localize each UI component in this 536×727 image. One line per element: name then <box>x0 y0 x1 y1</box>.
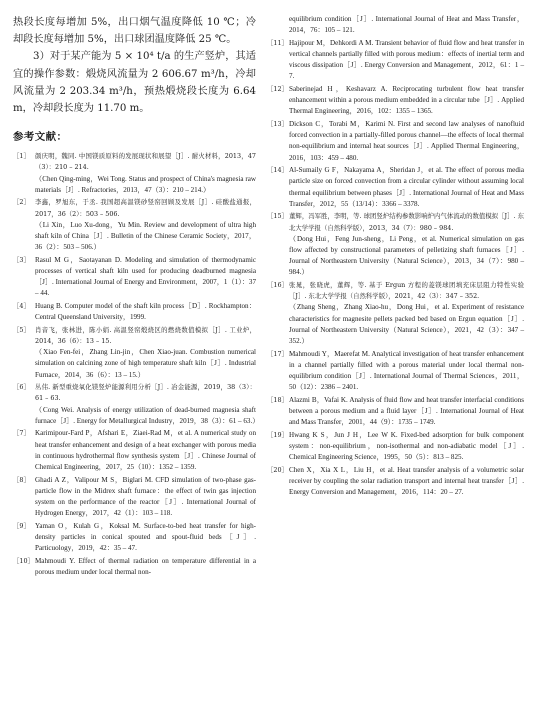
reference-text <box>35 382 260 427</box>
reference-item <box>267 465 524 499</box>
reference-line-english: （Chen Qing-ming，Wei Tong. Status and prospect of China's magnesia raw materials［J］. Refractories，2013，47（3）：210 – 214.） <box>35 174 256 194</box>
reference-number: ［2］ <box>13 198 30 207</box>
intro-paragraph: 热段长度每增加 5%，出口烟气温度降低 10 ℃；冷却段长度每增加 5%，出口球团温度降低 25 ℃。 <box>13 17 256 46</box>
reference-line-english: Al-Sumaily G F，Nakayama A，Sheridan J，et al. The effect of porous media particle size on forced convection from a circular cylinder without assuming local thermal equilibrium between phases［J］. International Journal of Heat and Mass Transfer，2012，55（13/14）：3366 – 3378. <box>289 166 524 208</box>
reference-line-english: Hajipour M，Dehkordi A M. Transient behavior of fluid flow and heat transfer in vertical channels partially filled with porous medium：effects of inertial term and viscous dissipation［J］. Energy Conversion and Management，2012，61：1 – 7. <box>289 38 524 81</box>
reference-text <box>35 197 256 253</box>
reference-item <box>267 395 524 429</box>
reference-item-continued <box>267 14 524 36</box>
reference-line-chinese: 颜庆明，魏同. 中国镁质原料的发展现状和展望［J］. 耐火材料，2013，47（3）：210 – 214. <box>35 152 256 172</box>
reference-item <box>267 430 524 464</box>
reference-text <box>289 465 524 499</box>
reference-number: ［11］ <box>267 38 288 47</box>
reference-number: ［9］ <box>13 521 30 530</box>
reference-item <box>13 255 256 300</box>
reference-number <box>267 14 289 36</box>
reference-number: ［16］ <box>267 281 288 290</box>
reference-text <box>289 430 524 464</box>
reference-text <box>289 84 524 118</box>
reference-text <box>35 475 256 520</box>
reference-item <box>267 211 524 278</box>
reference-line-english: Chen X，Xia X L，Liu H，et al. Heat transfer analysis of a volumetric solar receiver by coupling the solar radiation transport and internal heat transfer［J］. Energy Conversion and Management，2016，114：20 – 27. <box>289 465 524 497</box>
reference-line-english: （Li Xin，Luo Xu-dong，Yu Min. Review and development of ultra high shaft kiln of China［J］. Bulletin of the Chinese Ceramic Society，2017，36（2）：503 – 506.） <box>35 220 256 252</box>
reference-item <box>13 521 256 555</box>
reference-line-chinese: 张晁，张晓虎，董辉，等. 基于 Ergun 方程的菱镁球团填充床层阻力特性实验［J］. 东北大学学报（自然科学版），2021，42（3）：347 – 352. <box>289 281 524 301</box>
reference-line-english: Saberinejad H，Keshavarz A. Reciprocating turbulent flow heat transfer enhancement within a porous medium embedded in a circular tube［J］. Applied Thermal Engineering，2016，102：1355 – 1365. <box>289 85 524 116</box>
reference-text <box>289 14 524 36</box>
reference-text <box>289 38 524 83</box>
reference-line-english: Mahmoudi Y，Maerefat M. Analytical investigation of heat transfer enhancement in a channel partially filled with a porous material under local thermal non-equilibrium condition［J］. International Journal of Thermal Sciences，2011，50（12）：2386 – 2401. <box>289 349 524 392</box>
right-column <box>267 14 524 500</box>
reference-line-english: Rasul M G，Saotayanan D. Modeling and simulation of thermodynamic processes of vertical shaft kiln used for producing deadburned magnesia［J］. International Journal of Energy and Environment，2007，1（1）：37 – 44. <box>35 255 256 298</box>
reference-line-chinese: 丛伟. 新型重烧氧化镁竖炉能源利用分析［J］. 冶金能源，2019，38（3）：61 – 63. <box>35 383 256 403</box>
reference-line-english: equilibrium condition［J］. International Journal of Heat and Mass Transfer，2014，76：105 – 121. <box>289 15 524 35</box>
reference-text <box>35 301 256 323</box>
reference-number: ［19］ <box>267 430 288 439</box>
reference-line-chinese: 肖音飞，张林进，陈小娟. 高温竖窑煅烧区的燃烧数值模拟［J］. 工业炉，2014，36（6）：13 – 15. <box>35 325 256 346</box>
reference-text <box>289 280 524 347</box>
reference-line-english: （Cong Wei. Analysis of energy utilization of dead-burned magnesia shaft furnace［J］. Energy for Metallurgical Industry，2019，38（3）：61 – 63.） <box>35 405 260 425</box>
reference-number: ［3］ <box>13 255 30 264</box>
reference-text <box>35 255 256 300</box>
reference-number: ［10］ <box>13 556 34 565</box>
reference-text <box>289 119 524 164</box>
reference-text <box>35 428 256 473</box>
reference-line-english: Mahmoudi Y. Effect of thermal radiation on temperature differential in a porous medium under local thermal non- <box>35 556 256 577</box>
reference-item <box>13 151 256 196</box>
reference-number: ［17］ <box>267 349 288 358</box>
reference-item <box>13 428 256 473</box>
reference-number: ［4］ <box>13 302 30 311</box>
reference-item <box>267 165 524 210</box>
reference-item <box>13 301 256 323</box>
reference-item <box>13 197 256 253</box>
reference-line-english: Ghadi A Z，Valipour M S，Biglari M. CFD simulation of two-phase gas-particle flow in the Midrex shaft furnace：the effect of twin gas injection system on the performance of the reactor［J］. International Journal of Hydrogen Energy，2017，42（1）：103 – 118. <box>35 475 256 518</box>
conclusion-3-paragraph: 3）对于某产能为 5 × 10⁴ t/a 的生产竖炉，其适宜的操作参数：煅烧风流量为 2 606.67 m³/h，冷却风流量为 2 203.34 m³/h，预热煅烧段长度为 6.64 m，冷却段长度为 11.70 m。 <box>13 51 256 115</box>
reference-text <box>35 325 256 381</box>
references-heading: 参考文献： <box>13 131 68 144</box>
reference-line-chinese: 李鑫，罗旭东，于丞. 我国超高温镁砂竖窑回顾及发展［J］. 硅酸盐通报，2017，36（2）：503 – 506. <box>35 198 256 218</box>
reference-list-left <box>13 151 260 578</box>
reference-line-english: （Dong Hui，Feng Jun-sheng，Li Peng，et al. Numerical simulation on gas flow affected by constructional parameters of pelletizing shaft furnaces［J］. Journal of Northeastern University（Natural Science），2013，34（7）：980 – 984.） <box>289 234 524 277</box>
reference-item <box>13 325 256 381</box>
reference-line-chinese: 董辉，冯军胜，李明，等. 球团竖炉结构参数影响炉内气体流动的数值模拟［J］. 东北大学学报（自然科学版），2013，34（7）：980 – 984. <box>289 212 524 232</box>
reference-line-english: Dickson C，Torabi M，Karimi N. First and second law analyses of nanofluid forced convection in a partially-filled porous channel—the effects of local thermal non-equilibrium and internal heat sources［J］. Applied Thermal Engineering，2016，103：459 – 480. <box>289 120 524 162</box>
reference-text <box>289 211 524 278</box>
reference-number: ［20］ <box>267 465 288 474</box>
reference-line-english: Karimipour-Fard P，Afshari E，Ziaei-Rad M，et al. A numerical study on heat transfer enhancement and design of a heat exchanger with porous media in continuous hydrothermal flow synthesis system［J］. Chinese Journal of Chemical Engineering，2017，25（10）：1352 – 1359. <box>35 429 256 472</box>
reference-text <box>35 556 256 578</box>
reference-line-english: （Xiao Fen-fei，Zhang Lin-jin，Chen Xiao-juan. Combustion numerical simulation on calcining zone of high temperature shaft kiln［J］. Industrial Furnace，2014，36（6）：13 – 15.） <box>35 348 256 379</box>
reference-item <box>13 382 260 427</box>
reference-line-english: （Zhang Sheng，Zhang Xiao-hu，Dong Hui，et al. Experiment of resistance characteristics for magnesite pellets packed bed based on Ergun equation［J］. Journal of Northeastern University（Natural Science），2021，42（3）：347 – 352.） <box>289 303 524 346</box>
reference-line-english: Alazmi B，Vafai K. Analysis of fluid flow and heat transfer interfacial conditions between a porous medium and a fluid layer［J］. International Journal of Heat and Mass Transfer，2001，44（9）：1735 – 1749. <box>289 395 524 427</box>
reference-number: ［5］ <box>13 325 30 334</box>
reference-number: ［15］ <box>267 212 288 221</box>
reference-text <box>35 151 256 196</box>
reference-line-english: Yaman O，Kulah G，Koksal M. Surface-to-bed heat transfer for high-density particles in conical spouted and spout-fluid beds［J］. Particuology，2019，42：35 – 47. <box>35 521 256 553</box>
reference-number: ［14］ <box>267 166 288 175</box>
reference-number: ［7］ <box>13 429 30 438</box>
reference-list-right <box>267 14 524 498</box>
reference-item <box>267 84 524 118</box>
reference-item <box>267 349 524 394</box>
reference-number: ［13］ <box>267 120 288 128</box>
reference-item <box>267 280 524 347</box>
reference-item <box>13 556 256 578</box>
reference-number: ［12］ <box>267 85 288 93</box>
reference-text <box>289 349 524 394</box>
reference-text <box>289 395 524 429</box>
reference-number: ［1］ <box>13 152 30 161</box>
reference-text <box>35 521 256 555</box>
reference-line-english: Huang B. Computer model of the shaft kiln process［D］. Rockhampton：Central Queensland University，1999. <box>35 302 256 322</box>
reference-text <box>289 165 524 210</box>
left-column <box>13 14 260 580</box>
reference-item <box>267 119 524 164</box>
reference-item <box>267 38 524 83</box>
reference-number: ［18］ <box>267 395 288 404</box>
reference-number: ［8］ <box>13 475 30 484</box>
reference-number: ［6］ <box>13 383 30 392</box>
reference-item <box>13 475 256 520</box>
reference-line-english: Hwang K S，Jun J H，Lee W K. Fixed-bed adsorption for bulk component system：non-equilibrium，non-isothermal and non-adiabatic model［J］. Chemical Engineering Science，1995，50（5）：813 – 825. <box>289 430 524 462</box>
